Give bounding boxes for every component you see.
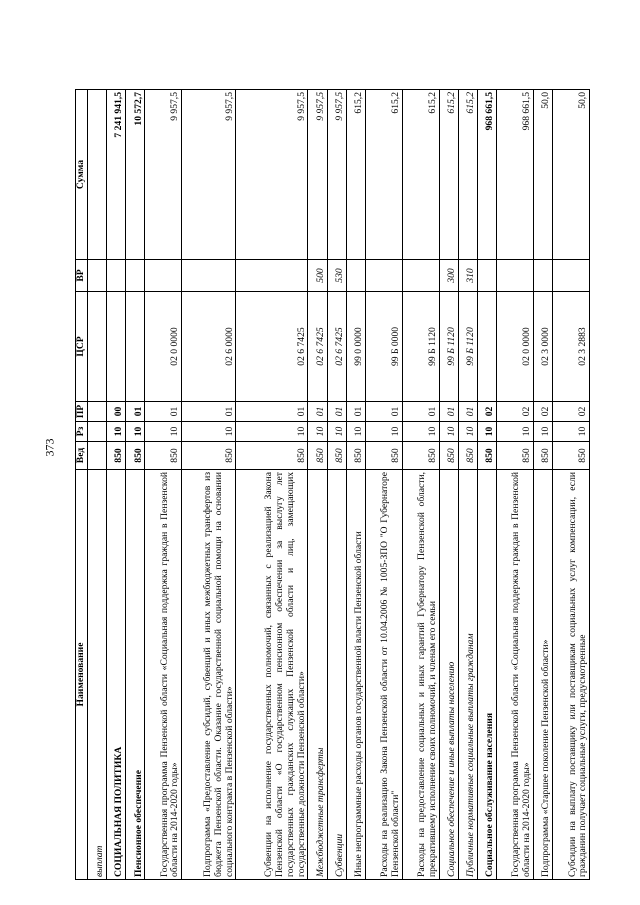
cell-pr: 01 [308,402,327,422]
cell-pr: 01 [145,402,182,422]
header-rz: Рз [76,422,88,442]
cell-pr: 01 [327,402,346,422]
header-pr: ПР [76,402,88,422]
header-ved: Вед [76,442,88,470]
header-name: Наименование [76,470,88,880]
cell-vr: 310 [458,260,477,292]
cell-csr [87,292,106,402]
cell-ved: 850 [145,442,182,470]
table-row [402,90,439,880]
cell-pr: 01 [439,402,458,422]
cell-name: Субвенции [327,470,346,880]
cell-sum: 615,2 [439,90,458,260]
cell-name: Социальное обеспечение и иные выплаты населению [439,470,458,880]
cell-ved: 850 [327,442,346,470]
cell-rz: 10 [308,422,327,442]
table-row [477,90,496,880]
cell-name: Социальное обслуживание населения [477,470,496,880]
cell-rz: 10 [126,422,145,442]
cell-sum: 615,2 [458,90,477,260]
cell-rz: 10 [365,422,402,442]
cell-sum: 9 957,5 [327,90,346,260]
page-number: 373 [42,438,57,457]
header-vr: ВР [76,260,88,292]
cell-sum: 968 661,5 [497,90,534,260]
table-row [87,90,106,880]
cell-pr: 02 [533,402,552,422]
cell-csr: 02 3 0000 [533,292,552,402]
cell-vr: 500 [308,260,327,292]
table-row [346,90,365,880]
cell-ved: 850 [365,442,402,470]
cell-pr: 01 [126,402,145,422]
cell-name: Пенсионное обеспечение [126,470,145,880]
cell-vr [553,260,590,292]
table-row [439,90,458,880]
cell-ved: 850 [439,442,458,470]
cell-csr: 02 6 7425 [327,292,346,402]
cell-name: выплат [87,470,106,880]
cell-csr: 99 Б 0000 [365,292,402,402]
cell-pr: 02 [477,402,496,422]
cell-pr: 00 [106,402,125,422]
table-row [533,90,552,880]
cell-ved: 850 [458,442,477,470]
cell-vr [365,260,402,292]
cell-rz: 10 [497,422,534,442]
table-row [145,90,182,880]
cell-rz: 10 [106,422,125,442]
cell-csr: 02 0 0000 [145,292,182,402]
cell-sum: 615,2 [346,90,365,260]
table-header [76,90,88,880]
table-row [182,90,236,880]
cell-name: Расходы на реализацию Закона Пензенской области от 10.04.2006 № 1005-ЗПО "О Губернаторе Пензенской области" [365,470,402,880]
cell-rz: 10 [477,422,496,442]
cell-rz: 10 [236,422,308,442]
cell-ved: 850 [553,442,590,470]
cell-csr: 02 6 7425 [308,292,327,402]
cell-name: Государственная программа Пензенской области «Социальная поддержка граждан в Пензенской области на 2014-2020 годы» [145,470,182,880]
cell-sum [87,90,106,260]
cell-ved [87,442,106,470]
cell-vr [497,260,534,292]
cell-vr [236,260,308,292]
cell-rz: 10 [553,422,590,442]
cell-rz: 10 [182,422,236,442]
cell-rz: 10 [402,422,439,442]
cell-name: Подпрограмма «Старшее поколение Пензенской области» [533,470,552,880]
table-row [327,90,346,880]
table-row [308,90,327,880]
cell-csr: 02 0 0000 [497,292,534,402]
cell-sum: 9 957,5 [236,90,308,260]
cell-csr: 99 0 0000 [346,292,365,402]
cell-sum: 9 957,5 [308,90,327,260]
cell-ved: 850 [126,442,145,470]
cell-csr: 99 Б 1120 [439,292,458,402]
cell-rz: 10 [327,422,346,442]
cell-rz: 10 [458,422,477,442]
cell-pr: 01 [182,402,236,422]
cell-rz: 10 [145,422,182,442]
cell-pr: 01 [365,402,402,422]
cell-rz: 10 [533,422,552,442]
cell-ved: 850 [497,442,534,470]
budget-table [75,89,590,880]
cell-name: Межбюджетные трансферты [308,470,327,880]
cell-vr [182,260,236,292]
table-row [458,90,477,880]
cell-pr: 02 [497,402,534,422]
cell-csr: 02 6 0000 [182,292,236,402]
cell-sum: 968 661,5 [477,90,496,260]
cell-ved: 850 [308,442,327,470]
header-sum: Сумма [76,90,88,260]
cell-pr: 01 [236,402,308,422]
table-row [236,90,308,880]
table-row [126,90,145,880]
cell-rz [87,422,106,442]
cell-name: Иные непрограммные расходы органов государственной власти Пензенской области [346,470,365,880]
cell-pr: 01 [346,402,365,422]
cell-ved: 850 [236,442,308,470]
cell-name: Субсидии на выплату поставщику или поставщикам социальных услуг компенсации, если гражданин получает социальные услуги, предусмотренные [553,470,590,880]
cell-vr [87,260,106,292]
cell-name: Подпрограмма «Предоставление субсидий, субвенций и иных межбюджетных трансфертов из бюджета Пензенской области. Оказание государственной социальной помощи на основании социального контракта в Пензенской области» [182,470,236,880]
cell-name: Расходы на предоставление социальных и иных гарантий Губернатору Пензенской области, прекратившему исполнение своих полномочий, и членам его семьи [402,470,439,880]
cell-name: СОЦИАЛЬНАЯ ПОЛИТИКА [106,470,125,880]
cell-vr [106,260,125,292]
cell-name: Публичные нормативные социальные выплаты гражданам [458,470,477,880]
rotated-table-wrapper [75,90,590,880]
cell-pr [87,402,106,422]
cell-rz: 10 [439,422,458,442]
cell-csr [106,292,125,402]
cell-pr: 02 [553,402,590,422]
cell-vr: 530 [327,260,346,292]
cell-csr: 99 Б 1120 [402,292,439,402]
cell-pr: 01 [458,402,477,422]
cell-vr [346,260,365,292]
cell-sum: 10 572,7 [126,90,145,260]
cell-csr [477,292,496,402]
cell-ved: 850 [182,442,236,470]
cell-ved: 850 [106,442,125,470]
cell-vr: 300 [439,260,458,292]
cell-rz: 10 [346,422,365,442]
cell-name: Государственная программа Пензенской области «Социальная поддержка граждан в Пензенской области на 2014-2020 годы» [497,470,534,880]
cell-sum: 9 957,5 [182,90,236,260]
cell-vr [477,260,496,292]
cell-sum: 615,2 [402,90,439,260]
header-csr: ЦСР [76,292,88,402]
cell-vr [145,260,182,292]
cell-vr [533,260,552,292]
cell-ved: 850 [477,442,496,470]
cell-csr: 02 6 7425 [236,292,308,402]
cell-csr: 02 3 2883 [553,292,590,402]
cell-pr: 01 [402,402,439,422]
cell-vr [402,260,439,292]
cell-sum: 50,0 [553,90,590,260]
table-row [106,90,125,880]
table-row [365,90,402,880]
cell-sum: 615,2 [365,90,402,260]
cell-sum: 9 957,5 [145,90,182,260]
table-row [553,90,590,880]
cell-sum: 50,0 [533,90,552,260]
cell-ved: 850 [533,442,552,470]
table-row [497,90,534,880]
cell-csr: 99 Б 1120 [458,292,477,402]
cell-ved: 850 [346,442,365,470]
cell-csr [126,292,145,402]
cell-ved: 850 [402,442,439,470]
cell-vr [126,260,145,292]
cell-name: Субвенции на исполнение государственных полномочий, связанных с реализацией Закона Пензенской области «О государственном пенсионном обеспечении за выслугу лет государственных гражданских служащих Пензенской области и лиц, замещающих государственные должности Пензенской области» [236,470,308,880]
cell-sum: 7 241 941,5 [106,90,125,260]
